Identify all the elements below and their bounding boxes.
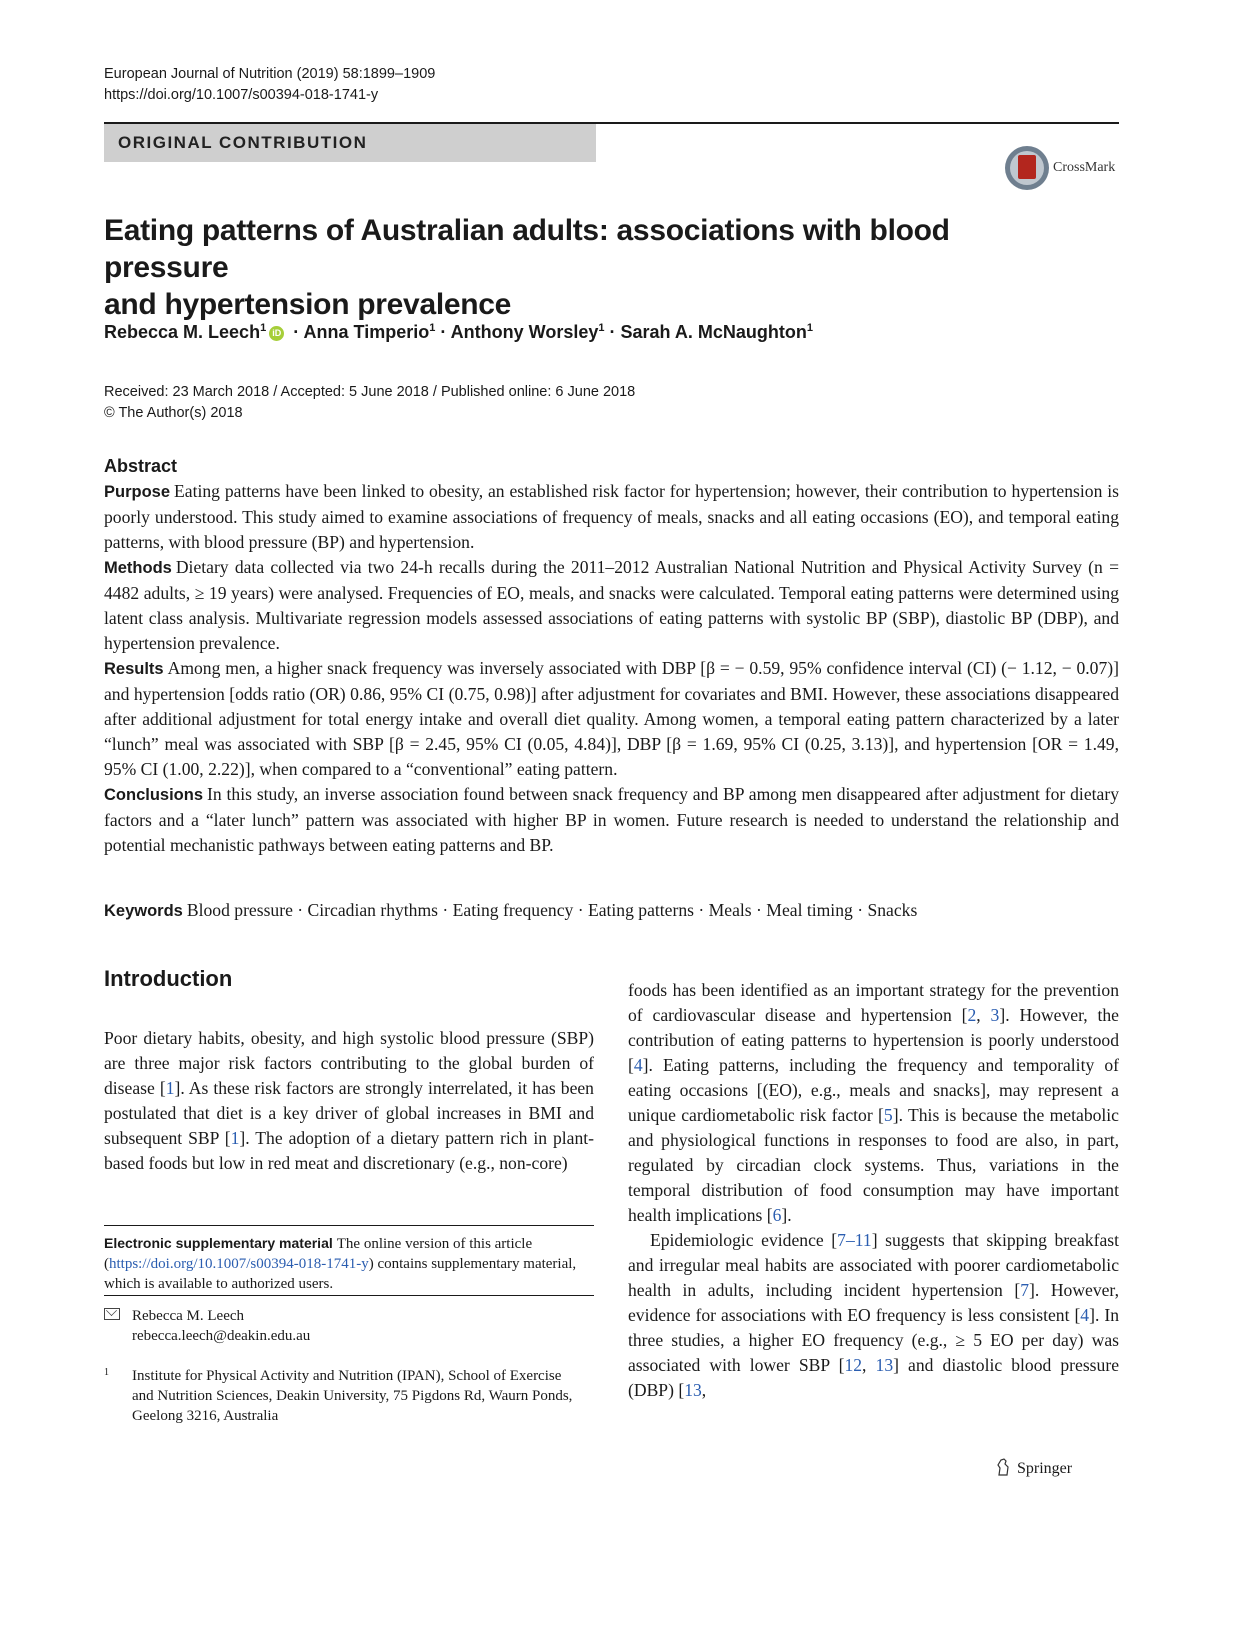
purpose-label: Purpose [104,483,171,501]
keywords [104,898,1119,924]
crossmark-label: CrossMark [1053,160,1116,175]
copyright-line: © The Author(s) 2018 [104,405,243,421]
citation-link[interactable]: 5 [883,1105,893,1125]
springer-horse-icon [995,1458,1011,1476]
intro-paragraph: foods has been identified as an important strategy for the prevention of cardiovascular disease and hypertension [2, 3]. However, the contribution of eating patterns to hypertension is poorly understood [4]. Eating patterns, including the frequency and temporality of eating occasions [(EO), e.g., meals and snacks], may represent a unique cardiometabolic risk factor [5]. This is because the metabolic and physiological functions in responses to food are also, in part, regulated by circadian clock systems. Thus, variations in the temporal distribution of food consumption may have important health implications [6]. [628,980,1119,1225]
abstract-conclusions [104,782,1119,858]
affiliation-text: Institute for Physical Activity and Nutrition (IPAN), School of Exercise and Nutrition Sciences, Deakin University, 75 Pigdons Rd, Waurn Ponds, Geelong 3216, Australia [132,1368,573,1424]
citation-link[interactable]: 2 [967,1005,977,1025]
abstract-results [104,656,1119,782]
author-name[interactable]: Anna Timperio [303,322,430,342]
author-list [104,322,813,343]
contact-name: Rebecca M. Leech [132,1308,245,1324]
citation-link[interactable]: 7 [1020,1280,1030,1300]
results-text: Among men, a higher snack frequency was inversely associated with DBP [β = − 0.59, 95% confidence interval (CI) (− 1.12, − 0.07)] and hypertension [odds ratio (OR) 0.86, 95% CI (0.75, 0.98)] after adjustment for covariates and BMI. However, these associations disappeared after additional adjustment for total energy intake and overall diet quality. Among women, a temporal eating pattern characterized by a later “lunch” meal was associated with SBP [β = 2.45, 95% CI (0.05, 4.84)], DBP [β = 1.69, 95% CI (0.25, 3.13)], and hypertension [OR = 1.49, 95% CI (1.00, 2.22)], when compared to a “conventional” eating pattern. [104,658,1119,779]
citation-link[interactable]: 4 [633,1055,643,1075]
title-line-2: and hypertension prevalence [104,288,512,321]
section-banner [104,124,596,162]
left-column [104,1026,594,1176]
author-separator: · [288,322,304,342]
methods-text: Dietary data collected via two 24-h recalls during the 2011–2012 Australian National Nutrition and Physical Activity Survey (n = 4482 adults, ≥ 19 years) were analysed. Frequencies of EO, meals, and snacks were calculated. Temporal eating patterns were determined using latent class analysis. Multivariate regression models assessed associations of eating patterns with systolic BP (SBP), diastolic BP (DBP), and hypertension prevalence. [104,557,1119,653]
intro-paragraph: Epidemiologic evidence [7–11] suggests that skipping breakfast and irregular meal habits are associated with poorer cardiometabolic health in adults, including incident hypertension [7]. However, evidence for associations with EO frequency is less consistent [4]. In three studies, a higher EO frequency (e.g., ≥ 5 EO per day) was associated with lower SBP [12, 13] and diastolic blood pressure (DBP) [13, [628,1230,1119,1400]
envelope-icon [104,1308,120,1320]
author-affiliation-mark: 1 [429,322,436,334]
citation-link[interactable]: 13 [684,1380,702,1400]
abstract-methods [104,555,1119,656]
affiliation [104,1366,574,1426]
citation-link[interactable]: 12 [844,1355,863,1375]
author-name[interactable]: Sarah A. McNaughton [620,322,807,342]
citation-link[interactable]: 6 [772,1205,782,1225]
crossmark-badge[interactable] [1005,146,1121,194]
title-line-1: Eating patterns of Australian adults: associations with blood pressure [104,214,950,284]
methods-label: Methods [104,559,172,577]
conclusions-label: Conclusions [104,786,204,804]
esm-link[interactable]: https://doi.org/10.1007/s00394-018-1741-y [109,1256,369,1272]
conclusions-text: In this study, an inverse association found between snack frequency and BP among men disappeared after adjustment for dietary factors and a “later lunch” pattern was associated with higher BP in women. Future research is needed to understand the relationship and potential mechanistic pathways between eating patterns and BP. [104,784,1119,855]
doi-line[interactable]: https://doi.org/10.1007/s00394-018-1741-y [104,87,379,103]
author-separator: · [435,322,451,342]
right-column [628,978,1119,1403]
crossmark-icon [1005,146,1049,190]
abstract [104,456,1119,858]
springer-logo [995,1458,1072,1478]
author-name[interactable]: Rebecca M. Leech [104,322,261,342]
keywords-text: Blood pressure · Circadian rhythms · Eating frequency · Eating patterns · Meals · Meal timing · Snacks [186,900,918,920]
citation-link[interactable]: 4 [1080,1305,1090,1325]
author-affiliation-mark: 1 [806,322,813,334]
article-dates [104,382,635,424]
citation-link[interactable]: 1 [165,1078,175,1098]
publication-dates: Received: 23 March 2018 / Accepted: 5 June 2018 / Published online: 6 June 2018 [104,384,636,400]
journal-line: European Journal of Nutrition (2019) 58:1899–1909 [104,66,436,82]
supplementary-note: Electronic supplementary material The online version of this article (https://doi.org/10.1007/s00394-018-1741-y) contains supplementary material, which is available to authorized users. [104,1235,577,1292]
abstract-purpose [104,479,1119,555]
corresponding-author [104,1306,594,1346]
author-separator: · [604,322,621,342]
footnote-rule [104,1225,594,1226]
author-affiliation-mark: 1 [260,322,267,334]
citation-link[interactable]: 1 [230,1128,240,1148]
author-affiliation-mark: 1 [598,322,605,334]
introduction-heading: Introduction [104,966,233,991]
intro-paragraph: Poor dietary habits, obesity, and high systolic blood pressure (SBP) are three major risk factors contributing to the global burden of disease [1]. As these risk factors are strongly interrelated, it has been postulated that diet is a key driver of global increases in BMI and subsequent SBP [1]. The adoption of a dietary pattern rich in plant-based foods but low in red meat and discretionary (e.g., non-core) [104,1028,594,1173]
purpose-text: Eating patterns have been linked to obesity, an established risk factor for hypertension; however, their contribution to hypertension is poorly understood. This study aimed to examine associations of frequency of meals, snacks and all eating occasions (EO), and temporal eating patterns, with blood pressure (BP) and hypertension. [104,481,1119,552]
citation-link[interactable]: 13 [875,1355,894,1375]
journal-citation [104,64,435,106]
orcid-icon[interactable]: iD [269,326,284,341]
section-banner-label: ORIGINAL CONTRIBUTION [118,133,368,152]
keywords-label: Keywords [104,902,183,920]
esm-label: Electronic supplementary material [104,1235,333,1251]
publisher-name: Springer [1017,1460,1073,1477]
results-label: Results [104,660,164,678]
citation-link[interactable]: 3 [990,1005,1000,1025]
citation-link[interactable]: 7–11 [837,1230,872,1250]
footnote-rule [104,1295,594,1296]
author-name[interactable]: Anthony Worsley [450,322,599,342]
article-title [104,212,1064,323]
abstract-heading: Abstract [104,456,178,476]
contact-email[interactable]: rebecca.leech@deakin.edu.au [132,1328,311,1344]
affiliation-number: 1 [104,1367,109,1378]
